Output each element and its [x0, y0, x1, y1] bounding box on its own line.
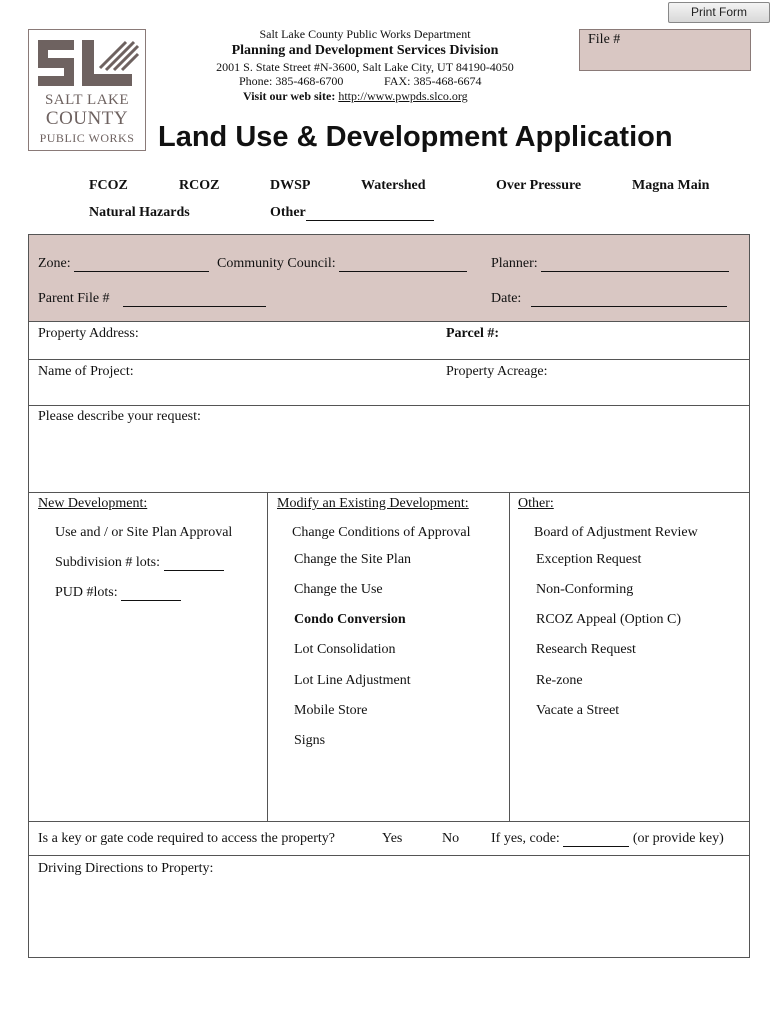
other-heading: Other: [518, 496, 554, 511]
non-conforming-option[interactable]: Non-Conforming [536, 582, 634, 597]
community-council-blank[interactable] [339, 259, 467, 272]
website-label: Visit our web site: [243, 89, 336, 103]
gate-code-blank[interactable] [563, 834, 629, 847]
provide-key-note: (or provide key) [632, 831, 724, 846]
option-other-label: Other [270, 205, 306, 220]
option-fcoz[interactable]: FCOZ [89, 178, 128, 193]
logo-mark-icon [30, 34, 146, 94]
driving-directions-label[interactable]: Driving Directions to Property: [38, 861, 214, 876]
planner-field[interactable] [491, 256, 729, 272]
modify-development-heading: Modify an Existing Development: [277, 496, 469, 511]
parent-file-field[interactable] [38, 291, 266, 307]
gate-code-yes-option[interactable]: Yes [382, 831, 403, 846]
vacate-street-option[interactable]: Vacate a Street [536, 703, 620, 718]
community-council-label: Community Council: [217, 256, 336, 271]
board-adjustment-review-option[interactable]: Board of Adjustment Review [534, 525, 698, 540]
website-link[interactable]: http://www.pwpds.slco.org [338, 89, 468, 103]
rcoz-appeal-option[interactable]: RCOZ Appeal (Option C) [536, 612, 682, 627]
subdivision-label: Subdivision # lots: [55, 555, 161, 570]
file-number-label: File # [588, 32, 621, 47]
property-acreage-label[interactable]: Property Acreage: [446, 364, 548, 379]
request-description-label[interactable]: Please describe your request: [38, 409, 201, 424]
print-form-button[interactable]: Print Form [668, 2, 770, 23]
other-blank[interactable] [306, 206, 434, 221]
option-over-pressure[interactable]: Over Pressure [496, 178, 582, 193]
salt-lake-county-logo [28, 29, 146, 151]
option-rcoz[interactable]: RCOZ [179, 178, 220, 193]
gate-code-label: If yes, code: [491, 831, 560, 846]
planner-blank[interactable] [541, 259, 729, 272]
option-dwsp[interactable]: DWSP [270, 178, 311, 193]
subdivision-lots-blank[interactable] [164, 558, 224, 571]
logo-line-1: SALT LAKE [44, 92, 130, 108]
zone-label: Zone: [38, 256, 71, 271]
department-phone: Phone: 385-468-6700 [239, 74, 344, 88]
department-name: Salt Lake County Public Works Department [259, 27, 471, 41]
lot-consolidation-option[interactable]: Lot Consolidation [294, 642, 396, 657]
gate-code-field[interactable] [491, 831, 724, 847]
new-development-heading: New Development: [38, 496, 148, 511]
date-field[interactable] [491, 291, 727, 307]
option-other[interactable] [270, 205, 434, 221]
parcel-number-label[interactable]: Parcel #: [446, 326, 499, 341]
date-blank[interactable] [531, 294, 727, 307]
change-conditions-option[interactable]: Change Conditions of Approval [292, 525, 471, 540]
change-site-plan-option[interactable]: Change the Site Plan [294, 552, 412, 567]
parent-file-label: Parent File # [38, 291, 110, 306]
parent-file-blank[interactable] [123, 294, 266, 307]
subdivision-option[interactable] [55, 555, 224, 571]
gate-code-question: Is a key or gate code required to access the property? [38, 831, 335, 846]
exception-request-option[interactable]: Exception Request [536, 552, 642, 567]
project-name-label[interactable]: Name of Project: [38, 364, 134, 379]
change-use-option[interactable]: Change the Use [294, 582, 383, 597]
use-site-plan-approval-option[interactable]: Use and / or Site Plan Approval [55, 525, 233, 540]
logo-line-3: PUBLIC WORKS [39, 131, 135, 145]
community-council-field[interactable] [217, 256, 467, 272]
condo-conversion-option[interactable]: Condo Conversion [294, 612, 406, 627]
planner-label: Planner: [491, 256, 538, 271]
department-address: 2001 S. State Street #N-3600, Salt Lake City, UT 84190-4050 [216, 60, 514, 74]
logo-line-2: COUNTY [45, 108, 129, 129]
pud-label: PUD #lots: [55, 585, 118, 600]
file-number-box[interactable] [579, 29, 751, 71]
research-request-option[interactable]: Research Request [536, 642, 636, 657]
property-address-label[interactable]: Property Address: [38, 326, 139, 341]
lot-line-adjustment-option[interactable]: Lot Line Adjustment [294, 673, 411, 688]
option-magna-main[interactable]: Magna Main [632, 178, 710, 193]
option-natural-hazards[interactable]: Natural Hazards [89, 205, 190, 220]
division-name: Planning and Development Services Division [231, 43, 499, 58]
pud-option[interactable] [55, 585, 181, 601]
signs-option[interactable]: Signs [294, 733, 326, 748]
page-title: Land Use & Development Application [158, 121, 673, 153]
option-watershed[interactable]: Watershed [361, 178, 426, 193]
department-fax: FAX: 385-468-6674 [384, 74, 482, 88]
pud-lots-blank[interactable] [121, 588, 181, 601]
gate-code-no-option[interactable]: No [442, 831, 460, 846]
website-line [243, 89, 468, 104]
zone-blank[interactable] [74, 259, 209, 272]
date-label: Date: [491, 291, 522, 306]
re-zone-option[interactable]: Re-zone [536, 673, 583, 688]
mobile-store-option[interactable]: Mobile Store [294, 703, 368, 718]
zone-field[interactable] [38, 256, 209, 272]
